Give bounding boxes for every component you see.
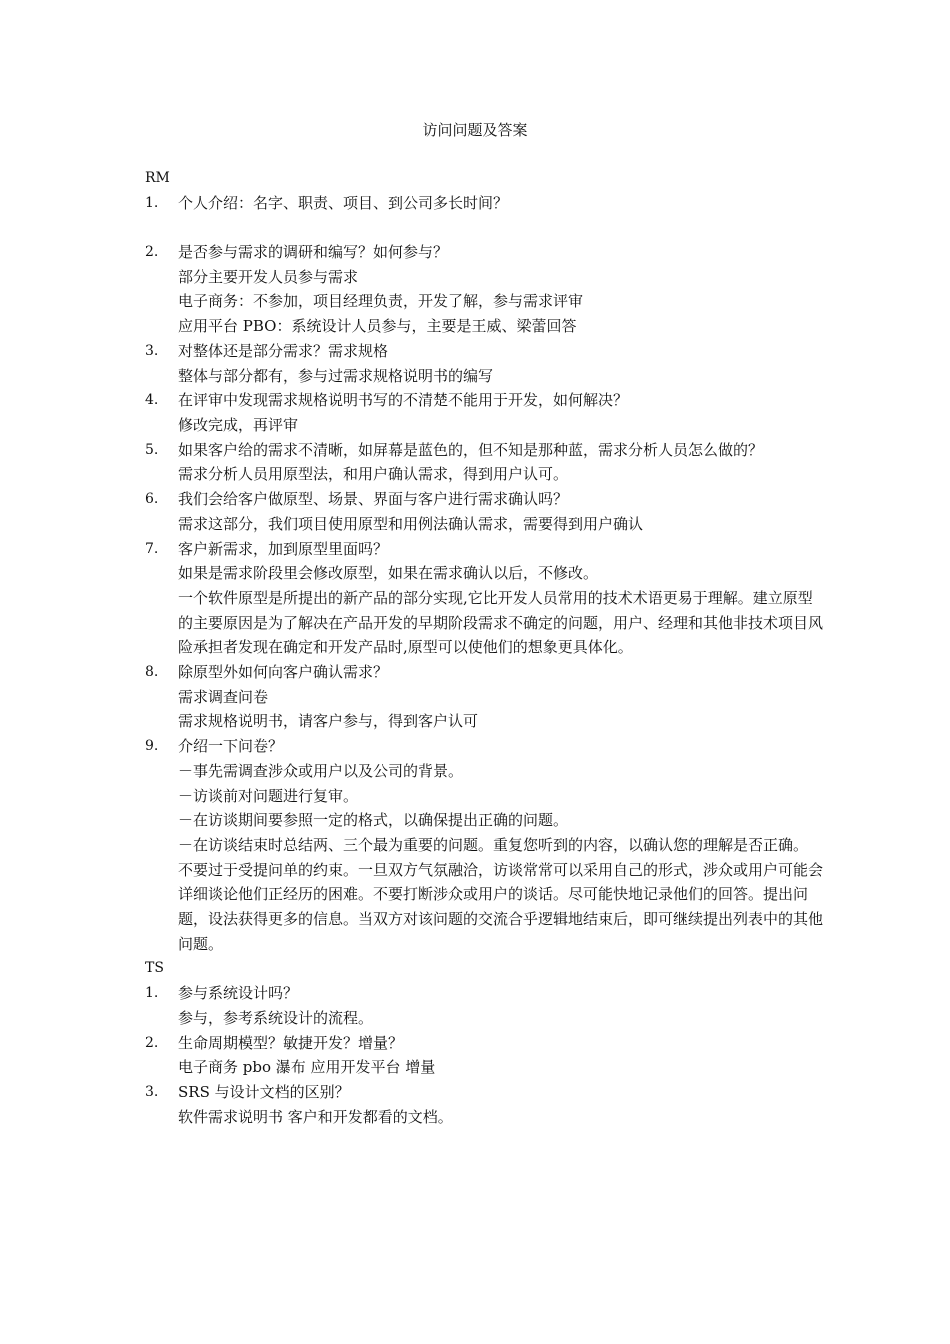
item-number: 6. (145, 491, 159, 508)
question-text: 我们会给客户做原型、场景、界面与客户进行需求确认吗？ (178, 490, 569, 509)
question-text: 生命周期模型？敏捷开发？增量？ (178, 1033, 404, 1052)
question-text: 客户新需求，加到原型里面吗？ (178, 539, 389, 558)
answer-text: 部分主要开发人员参与需求 (178, 267, 359, 286)
answer-text: 需求这部分，我们项目使用原型和用例法确认需求，需要得到用户确认 (178, 514, 644, 533)
list-item (145, 1031, 825, 1080)
list-item (145, 734, 825, 956)
item-number: 2. (145, 244, 159, 261)
item-number: 1. (145, 985, 159, 1002)
answer-text: 如果是需求阶段里会修改原型，如果在需求确认以后，不修改。 (178, 564, 599, 583)
item-number: 2. (145, 1034, 159, 1051)
section-label: TS (145, 960, 164, 977)
answer-text: 应用平台 PBO：系统设计人员参与，主要是王威、梁蕾回答 (178, 317, 577, 336)
item-number: 1. (145, 194, 159, 211)
list-item (145, 388, 825, 437)
list-item (145, 660, 825, 734)
item-number: 8. (145, 664, 159, 681)
answer-text: 修改完成，再评审 (178, 416, 299, 434)
question-text: 在评审中发现需求规格说明书写的不清楚不能用于开发，如何解决？ (178, 391, 629, 410)
answer-text: 电子商务：不参加，项目经理负责，开发了解，参与需求评审 (178, 292, 584, 311)
answer-text: －在访谈期间要参照一定的格式，以确保提出正确的问题。 (178, 811, 569, 830)
question-text: 对整体还是部分需求？需求规格 (178, 341, 389, 360)
list-item (145, 191, 825, 216)
section-label: RM (145, 170, 170, 186)
question-text: 是否参与需求的调研和编写？如何参与？ (178, 243, 449, 262)
item-number: 4. (145, 392, 159, 409)
list-item (145, 240, 825, 339)
answer-text: 需求调查问卷 (178, 687, 269, 706)
answer-text: 参与，参考系统设计的流程。 (178, 1008, 374, 1027)
answer-text: －事先需调查涉众或用户以及公司的背景。 (178, 761, 464, 780)
document-body (145, 166, 825, 1129)
list-item (145, 487, 825, 536)
document-title: 访问问题及答案 (422, 121, 528, 139)
item-number: 3. (145, 1083, 159, 1100)
item-number: 9. (145, 738, 159, 755)
item-number: 3. (145, 342, 159, 359)
item-number: 5. (145, 441, 159, 458)
list-item (145, 537, 825, 661)
question-text: 参与系统设计吗？ (178, 984, 299, 1003)
answer-text: 不要过于受提问单的约束。一旦双方气氛融洽，访谈常常可以采用自己的形式，涉众或用户可能会详细谈论他们正经历的困难。不要打断涉众或用户的谈话。尽可能快地记录他们的回答。提出问题，设法获得更多的信息。当双方对该问题的交流合乎逻辑地结束后，即可继续提出列表中的其他问题。 (178, 860, 824, 953)
question-text: SRS 与设计文档的区别？ (178, 1082, 350, 1101)
answer-text: 软件需求说明书 客户和开发都看的文档。 (178, 1107, 453, 1126)
list-item (145, 339, 825, 388)
answer-text: －在访谈结束时总结两、三个最为重要的问题。重复您听到的内容，以确认您的理解是否正确。 (178, 835, 809, 854)
list-item (145, 1080, 825, 1129)
answer-text: 整体与部分都有，参与过需求规格说明书的编写 (178, 366, 494, 385)
answer-text: 电子商务 pbo 瀑布 应用开发平台 增量 (178, 1058, 436, 1077)
list-item (145, 438, 825, 487)
list-item (145, 981, 825, 1030)
answer-text: 需求分析人员用原型法，和用户确认需求，得到用户认可。 (178, 465, 569, 484)
question-text: 如果客户给的需求不清晰，如屏幕是蓝色的，但不知是那种蓝，需求分析人员怎么做的？ (178, 440, 764, 459)
answer-text: 需求规格说明书，请客户参与，得到客户认可 (178, 712, 479, 731)
question-text: 个人介绍：名字、职责、项目、到公司多长时间？ (178, 193, 509, 212)
answer-text: 一个软件原型是所提出的新产品的部分实现,它比开发人员常用的技术术语更易于理解。建立原型的主要原因是为了解决在产品开发的早期阶段需求不确定的问题，用户、经理和其他非技术项目风险承担者发现在确定和开发产品时,原型可以使他们的想象更具体化。 (178, 588, 824, 657)
question-text: 介绍一下问卷？ (178, 737, 284, 756)
answer-text: －访谈前对问题进行复审。 (178, 786, 359, 805)
item-number: 7. (145, 540, 159, 557)
question-text: 除原型外如何向客户确认需求？ (178, 663, 389, 682)
blank-line (145, 215, 825, 240)
